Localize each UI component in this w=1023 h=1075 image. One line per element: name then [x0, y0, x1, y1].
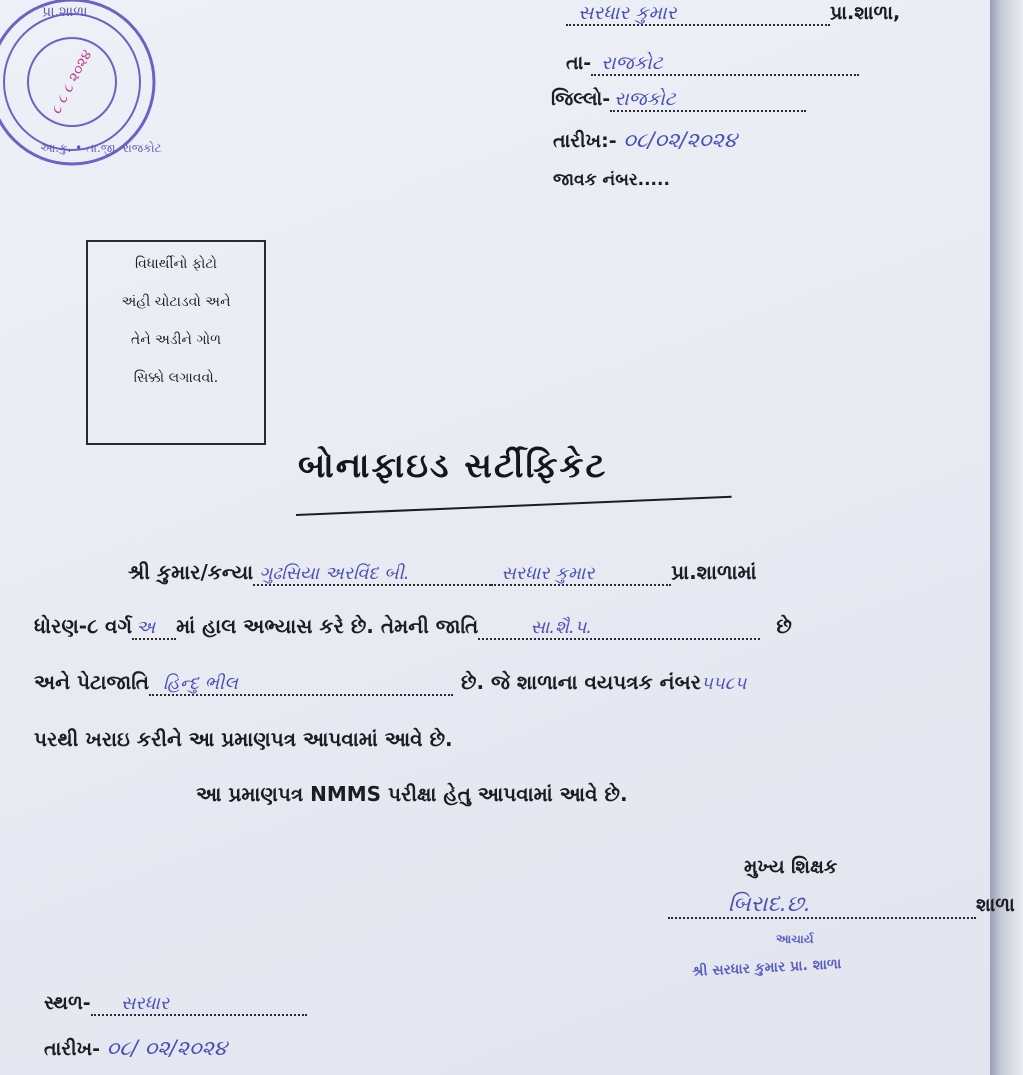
taluka-handwritten: રાજકોટ [591, 52, 859, 76]
footer-date-handwritten: ૦૮/ ૦૨/૨૦૨૪ [106, 1036, 227, 1060]
seal-top-text: પ્રા.શાળા [42, 4, 88, 20]
class-division-handwritten: અ [132, 617, 176, 640]
header-date-line [553, 128, 737, 153]
header-school-line [566, 2, 900, 26]
photo-box-line-3: તેને અડીને ગોળ [130, 332, 222, 348]
school-seal [0, 0, 162, 182]
footer-date-line [44, 1036, 227, 1061]
header-district-line [551, 88, 806, 112]
place-label: સ્થળ- [44, 992, 91, 1014]
school-suffix: પ્રા.શાળા, [830, 2, 901, 24]
outward-number-line: જાવક નંબર..... [553, 170, 670, 190]
line2-suffix: છે [776, 614, 792, 638]
date-label: તારીખ:- [553, 130, 617, 152]
school-name-handwritten: સરધાર કુમાર [566, 2, 830, 26]
line3-prefix: અને પેટાજાતિ [34, 670, 149, 694]
header-taluka-line [566, 52, 859, 76]
signatory-role: મુખ્ય શિક્ષક [744, 856, 838, 878]
caste-handwritten: સા.શૈ.પ. [478, 617, 760, 640]
seal-ring-text: આ.કુ. • તા.જી. રાજકોટ [40, 141, 162, 155]
photo-box-line-1: વિધાર્થીનો ફોટો [135, 256, 217, 272]
body-line-2 [34, 614, 792, 640]
photo-box-line-2: અંહી ચોટાડવો અને [121, 294, 231, 310]
district-handwritten: રાજકોટ [610, 88, 806, 112]
signature-line [668, 892, 1015, 919]
date-handwritten: ૦૮/૦૨/૨૦૨૪ [623, 128, 737, 152]
line1-prefix: શ્રી કુમાર/કન્યા [128, 560, 254, 584]
signature-school-word: શાળા [976, 894, 1015, 916]
certificate-title: બોનાફાઇડ સર્ટીફિકેટ [298, 446, 608, 486]
body-line-5: આ પ્રમાણપત્ર NMMS પરીક્ષા હેતુ આપવામાં આવે છે. [196, 782, 628, 806]
signature-handwritten: બિરાદ.છ. [668, 892, 976, 919]
line1-suffix: પ્રા.શાળામાં [671, 560, 757, 584]
footer-place-line [44, 992, 307, 1016]
student-name-handwritten: ગુઢસિયા અરવિંદ બી. [253, 563, 491, 586]
body-line-1 [128, 560, 757, 586]
principal-stamp: શ્રી સરધાર કુમાર પ્રા. શાળા [691, 956, 842, 980]
place-handwritten: સરધાર [91, 993, 307, 1016]
subcaste-handwritten: હિન્દુ ભીલ [149, 673, 453, 696]
principal-stamp-title: આચાર્ય [776, 932, 814, 946]
register-number-handwritten: ૫૫૮૫ [700, 673, 747, 694]
photo-box-line-4: સિક્કો લગાવવો. [133, 370, 219, 386]
body-line-4: પરથી ખરાઇ કરીને આ પ્રમાણપત્ર આપવામાં આવે છે. [34, 727, 453, 751]
line2-prefix: ધોરણ-૮ વર્ગ [34, 614, 133, 638]
body-line-3 [34, 670, 746, 696]
photo-placeholder-box [86, 240, 266, 445]
district-label: જિલ્લો- [551, 88, 611, 110]
seal-center-date: ૮ ૮ ૮ ૨૦૨૪ [48, 47, 96, 117]
taluka-label: તા- [566, 52, 592, 74]
line2-mid: માં હાલ અભ્યાસ કરે છે. તેમની જાતિ [176, 614, 479, 638]
line3-mid: છે. જે શાળાના વયપત્રક નંબર [460, 670, 701, 694]
footer-date-label: તારીખ- [44, 1038, 101, 1060]
line1-school-handwritten: સરધાર કુમાર [491, 563, 671, 586]
